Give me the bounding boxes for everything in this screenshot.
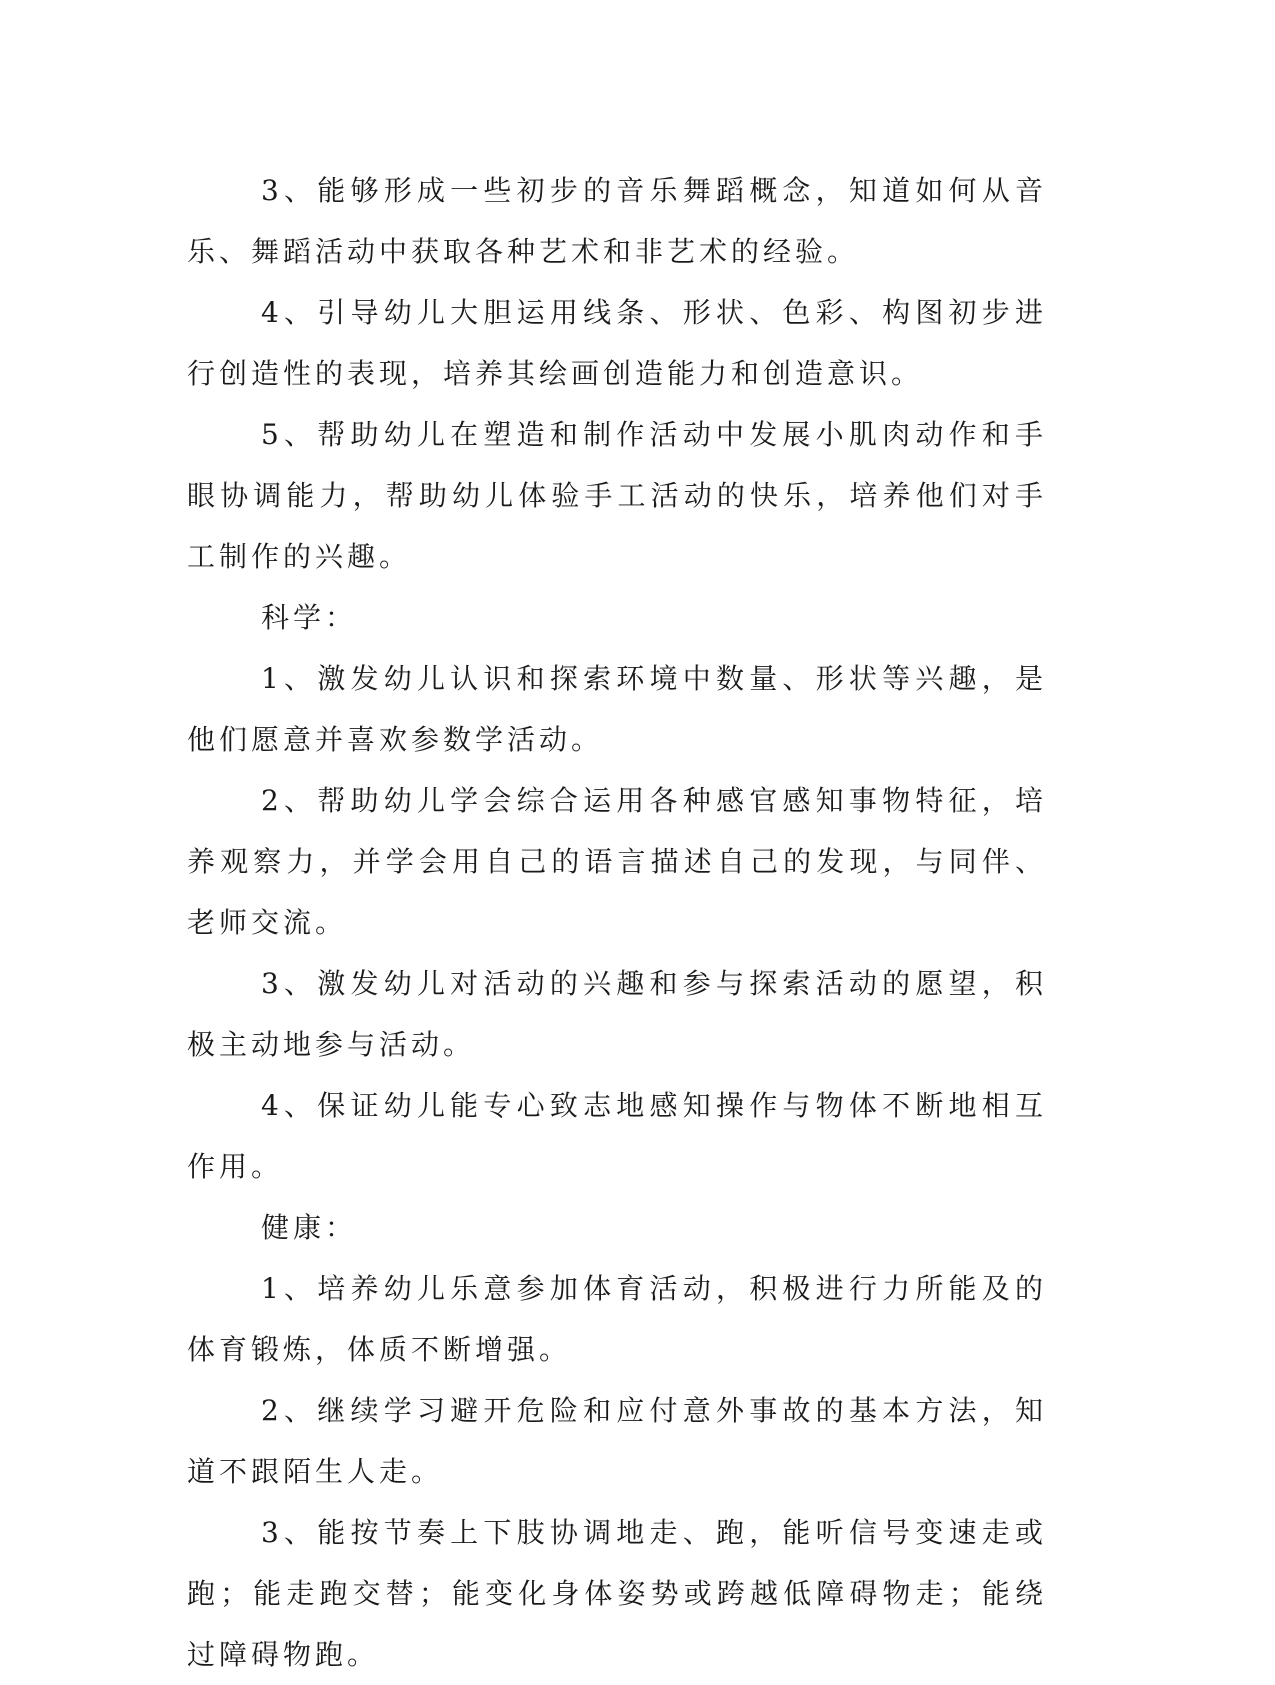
document-body (187, 160, 1047, 1685)
section-heading-science: 科学： (261, 601, 358, 634)
paragraph-health-3: 3、能按节奏上下肢协调地走、跑，能听信号变速走或跑；能走跑交替；能变化身体姿势或跨越低障碍物走；能绕过障碍物跑。 (187, 1516, 1047, 1671)
paragraph-art-5: 5、帮助幼儿在塑造和制作活动中发展小肌肉动作和手眼协调能力，帮助幼儿体验手工活动的快乐，培养他们对手工制作的兴趣。 (187, 418, 1047, 573)
section-heading-health: 健康： (261, 1211, 358, 1244)
paragraph-science-4: 4、保证幼儿能专心致志地感知操作与物体不断地相互作用。 (187, 1089, 1047, 1183)
paragraph-science-3: 3、激发幼儿对活动的兴趣和参与探索活动的愿望，积极主动地参与活动。 (187, 967, 1047, 1061)
paragraph-art-3: 3、能够形成一些初步的音乐舞蹈概念，知道如何从音乐、舞蹈活动中获取各种艺术和非艺术的经验。 (187, 174, 1047, 268)
paragraph-health-2: 2、继续学习避开危险和应付意外事故的基本方法，知道不跟陌生人走。 (187, 1394, 1047, 1488)
paragraph-science-1: 1、激发幼儿认识和探索环境中数量、形状等兴趣，是他们愿意并喜欢参数学活动。 (187, 662, 1047, 756)
paragraph-art-4: 4、引导幼儿大胆运用线条、形状、色彩、构图初步进行创造性的表现，培养其绘画创造能力和创造意识。 (187, 296, 1047, 390)
paragraph-science-2: 2、帮助幼儿学会综合运用各种感官感知事物特征，培养观察力，并学会用自己的语言描述自己的发现，与同伴、老师交流。 (187, 784, 1047, 939)
paragraph-health-1: 1、培养幼儿乐意参加体育活动，积极进行力所能及的体育锻炼，体质不断增强。 (187, 1272, 1047, 1366)
